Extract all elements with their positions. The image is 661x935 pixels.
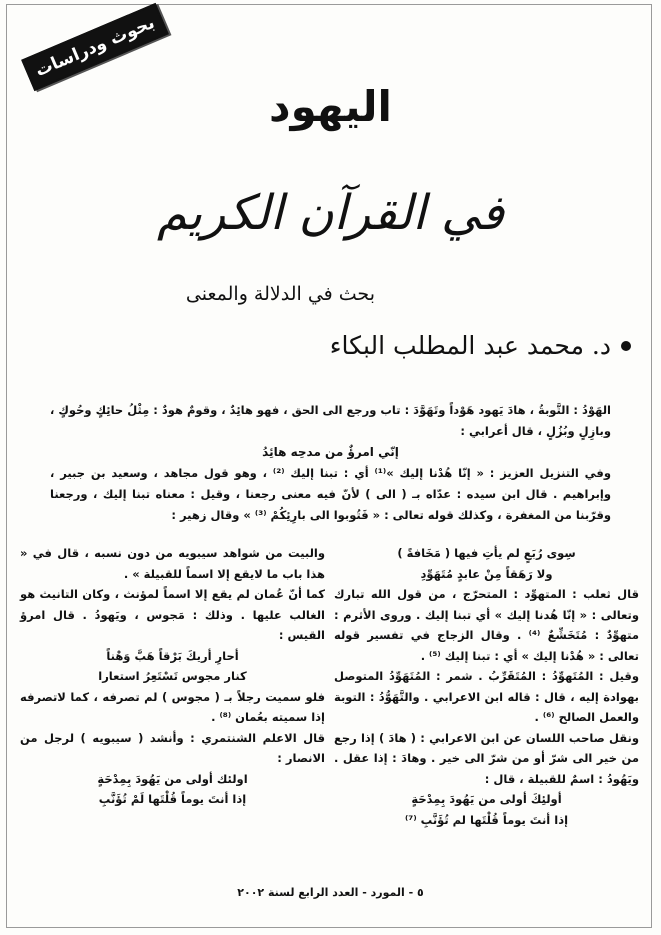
body-paragraph: وقيل : المُتَهوِّدُ : المُتَقَرِّبُ . شمر : المُتَهَوِّدُ المتوصل بهوادة إليه ، قال : قاله ابن الاعرابي . والتَّهَوُّدُ : التوبة والعمل الصالح ⁽⁶⁾ .	[334, 669, 639, 724]
body-paragraph: كما أنّ عُمان لم يقع إلا اسماً لمؤنث ، وكان التانيث هو الغالب عليها . وذلك : مَجوس ، ويَهودُ . قال امرؤ القيس :	[20, 587, 325, 642]
poem-line: أحارِ أريكَ بَرْقاً هَبَّ وَهْناً	[106, 648, 239, 663]
article-title: اليهود	[269, 82, 392, 131]
poem-line: إذا أنتَ يوماً قُلْتَها لَمْ تُؤَنَّبِ	[98, 792, 247, 806]
body-paragraph: قال ثعلب : المتهوِّد : المتحرّج ، من قول الله تبارك وتعالى : « إنّا هُدنا إليك » أي تبنا إليك . وروى الأثرم : متهوِّدٌ : مُتَخَشِّعٌ ⁽⁴⁾ . وقال الزجاج في تفسير قوله تعالى : « هُدْنا إليك » أي : تبنا إليك ⁽⁵⁾ .	[334, 587, 639, 663]
left-column	[20, 543, 325, 810]
body-paragraph: ونقل صاحب اللسان عن ابن الاعرابي : ( هادَ ) إذا رجع من خير الى شرّ أو من شرّ الى خير . وهادَ : إذا عقل . ويَهُودُ : اسمٌ للقبيلة ، قال :	[334, 730, 639, 786]
author-line	[330, 331, 631, 360]
article-subtitle: في القرآن الكريم	[156, 185, 505, 241]
right-column	[334, 543, 639, 830]
page-footer: ٥ - المورد - العدد الرابع لسنة ٢٠٠٢	[237, 886, 424, 899]
intro-paragraph: الهَوْدُ : التَّوبةُ ، هادَ يَهود هَوْداً وتَهَوَّدَ : تاب ورجع الى الحق ، فهو هائِدٌ ، وقومٌ هودٌ : مِثْلُ حائِكٍ وحُوكٍ ، وبازِلٍ وبُزُلٍ ، قال أعرابي :	[50, 403, 611, 438]
poem-line: إذا أنتَ يوماً قُلْتَها لم تُؤَنَّبِ ⁽⁷⁾	[404, 812, 569, 827]
body-paragraph: فلو سميت رجلاً بـ ( مجوس ) لم تصرفه ، كما لاتصرفه إذا سميته بعُمان ⁽⁸⁾ .	[20, 689, 325, 724]
author-name: د. محمد عبد المطلب البكاء	[329, 331, 611, 360]
body-paragraph: قال الاعلم الشنتمري : وأنشد ( سيبويه ) لرجل من الانصار :	[20, 730, 325, 765]
article-tagline: بحث في الدلالة والمعنى	[185, 283, 375, 305]
poem-line: اولئك أولى من يَهُودَ بِمِدْحَةٍ	[97, 771, 248, 786]
poem-line: سِوى رُبَعٍ لم يأتِ فيها ( مَخَافةً )	[397, 546, 576, 560]
poem-line: كنار مجوس تَسْتَعِرُ استعارا	[98, 669, 247, 683]
poem-line: ولا رَهَقاً مِنْ عابدٍ مُتَهَوِّدِ	[420, 566, 553, 581]
section-badge: بحوث ودراسات	[21, 3, 169, 91]
intro-paragraph: وفي التنزيل العزيز : « إنّا هُدْنا إليك »⁽¹⁾ أي : تبنا إليك ⁽²⁾ ، وهو قول مجاهد ، وسعيد بن جبير ، وإبراهيم . قال ابن سيده : عدّاه بـ ( الى ) لأنّ فيه معنى رجعنا ، وقيل : معناه تبنا إليك ، ورجعنا وقرّبنا من المغفرة ، وكذلك قوله تعالى : « فَتُوبوا الى بارِئِكُمْ ⁽³⁾ » وقال زهير :	[50, 466, 611, 522]
intro-verse: إنّي امرؤٌ من مدحِه هائِدُ	[262, 445, 399, 459]
poem-line: أولئِكَ أولى من يَهُودَ بِمِدْحَةٍ	[411, 792, 562, 806]
body-paragraph: والبيت من شواهد سيبويه من دون نسبه ، قال في « هذا باب ما لايقع إلا اسماً للقبيلة » .	[20, 546, 325, 581]
intro-section	[50, 400, 611, 526]
bullet-icon	[621, 341, 631, 351]
